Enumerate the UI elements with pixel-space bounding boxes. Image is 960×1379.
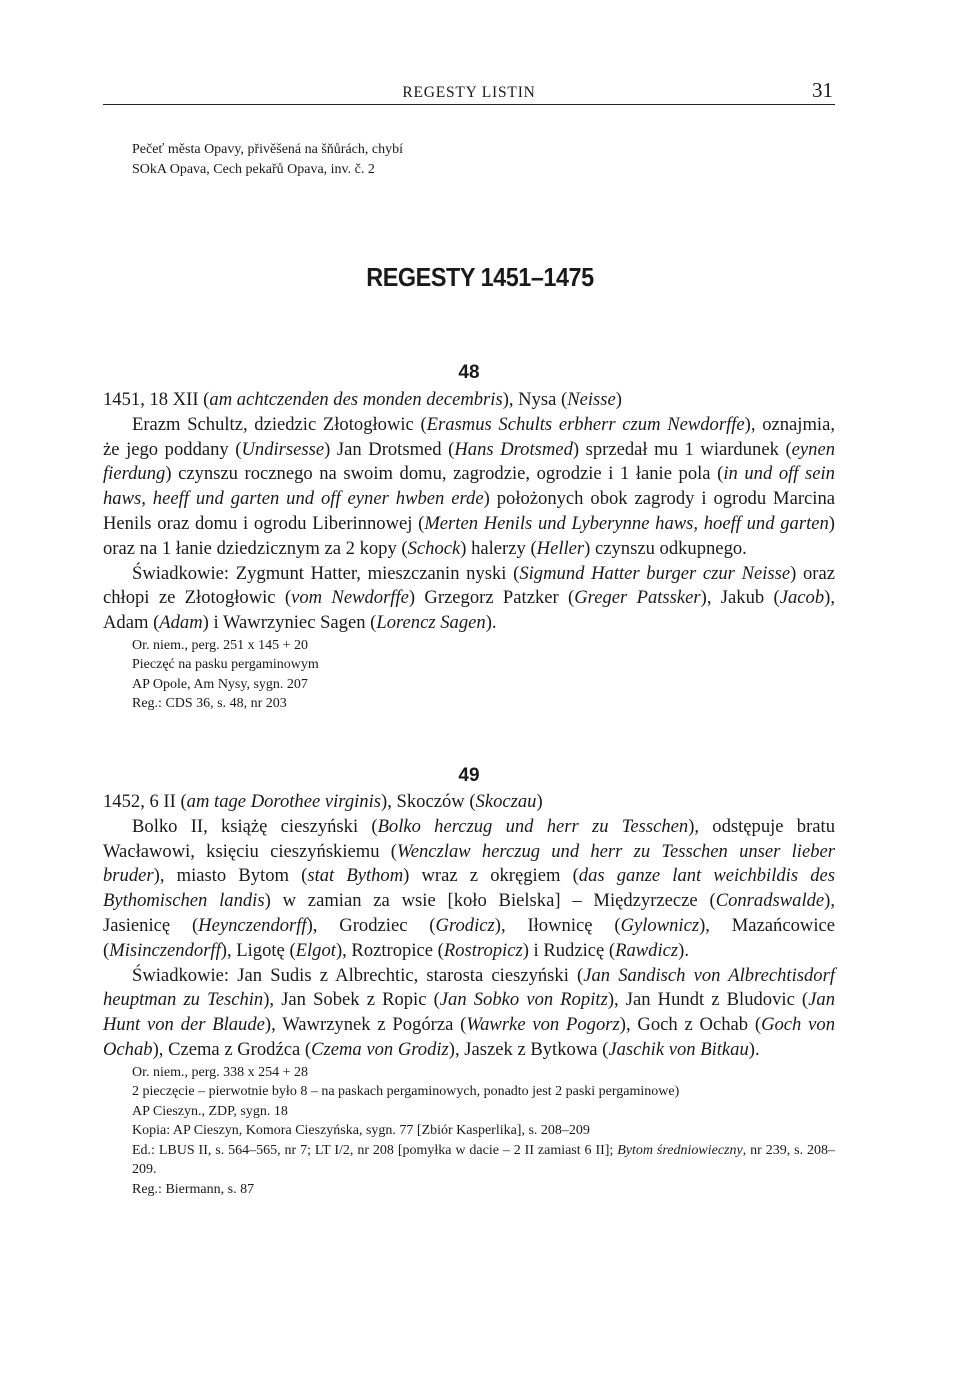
page-number: 31 (812, 78, 833, 102)
note-line: SOkA Opava, Cech pekařů Opava, inv. č. 2 (132, 161, 375, 177)
note-line: Kopia: AP Cieszyn, Komora Cieszyńska, sygn. 77 [Zbiór Kasperlika], s. 208–209 (132, 1123, 590, 1139)
note-line: Or. niem., perg. 338 x 254 + 28 (132, 1064, 309, 1080)
entry-date-line: 1452, 6 II (am tage Dorothee virginis), Skoczów (Skoczau) (103, 791, 543, 812)
running-header (103, 80, 835, 105)
entry-summary: Bolko II, książę cieszyński (Bolko herczug und herr zu Tesschen), odstępuje bratu Wacławowi, księciu cieszyńskiemu (Wenczlaw herczug und herr zu Tesschen unser lieber bruder), miasto Bytom (stat Bythom) wraz z okręgiem (das ganze lant weichbildis des Bythomischen landis) w zamian za wsie [koło Bielska] – Międzyrzecze (Conradswalde), Jasienicę (Heynczendorff), Grodziec (Grodicz), Iłownicę (Gylownicz), Mazańcowice (Misinczendorff), Ligotę (Elgot), Roztropice (Rostropicz) i Rudzicę (Rawdicz). (103, 815, 836, 961)
note-line: AP Opole, Am Nysy, sygn. 207 (132, 676, 308, 692)
entry-archival-notes (132, 1063, 835, 1200)
entry-archival-notes (132, 636, 835, 714)
note-line: Or. niem., perg. 251 x 145 + 20 (132, 637, 309, 653)
note-line: Reg.: CDS 36, s. 48, nr 203 (132, 696, 287, 712)
entry-witnesses: Świadkowie: Jan Sudis z Albrechtic, starosta cieszyński (Jan Sandisch von Albrechtisdorf heuptman zu Teschin), Jan Sobek z Ropic (Jan Sobko von Ropitz), Jan Hundt z Bludovic (Jan Hunt von der Blaude), Wawrzynek z Pogórza (Wawrke von Pogorz), Goch z Ochab (Goch von Ochab), Czema z Grodźca (Czema von Grodiz), Jaszek z Bytkowa (Jaschik von Bitkau). (103, 964, 835, 1060)
running-header-title: REGESTY LISTIN (402, 84, 536, 101)
entry-49 (103, 790, 835, 1199)
note-line: Pieczęć na pasku pergaminowym (132, 657, 319, 673)
note-line: Reg.: Biermann, s. 87 (132, 1181, 255, 1197)
edition-note: Ed.: LBUS II, s. 564–565, nr 7; LT I/2, nr 208 [pomyłka w dacie – 2 II zamiast 6 II]; Bytom średniowieczny, nr 239, s. 208–209. (132, 1142, 835, 1178)
note-line: AP Cieszyn., ZDP, sygn. 18 (132, 1103, 288, 1119)
entry-summary: Erazm Schultz, dziedzic Złotogłowic (Erasmus Schults erbherr czum Newdorffe), oznajmia, że jego poddany (Undirsesse) Jan Drotsmed (Hans Drotsmed) sprzedał mu 1 wiardunek (eynen fierdung) czynszu rocznego na swoim domu, zagrodzie, ogrodzie i 1 łanie pola (in und off sein haws, heeff und garten und off eyner hwben erde) położonych obok zagrody i ogrodu Marcina Henils oraz domu i ogrodu Liberinnowej (Merten Henils und Lyberynne haws, hoeff und garten) oraz na 1 łanie dziedzicznym za 2 kopy (Schock) halerzy (Heller) czynszu odkupnego. (103, 413, 835, 559)
entry-date-line: 1451, 18 XII (am achtczenden des monden decembris), Nysa (Neisse) (103, 389, 622, 410)
entry-48 (103, 388, 835, 714)
note-line: Pečeť města Opavy, přivěšená na šňůrách, chybí (132, 142, 403, 157)
archival-notes-previous-entry (132, 140, 403, 179)
section-title: REGESTY 1451–1475 (366, 262, 594, 292)
entry-number-49: 49 (458, 765, 480, 786)
entry-number-48: 48 (458, 362, 480, 383)
note-line: 2 pieczęcie – pierwotnie było 8 – na paskach pergaminowych, ponadto jest 2 paski pergaminowe) (132, 1084, 680, 1100)
entry-witnesses: Świadkowie: Zygmunt Hatter, mieszczanin nyski (Sigmund Hatter burger czur Neisse) oraz chłopi ze Złotogłowic (vom Newdorffe) Grzegorz Patzker (Greger Patssker), Jakub (Jacob), Adam (Adam) i Wawrzyniec Sagen (Lorencz Sagen). (103, 562, 835, 634)
